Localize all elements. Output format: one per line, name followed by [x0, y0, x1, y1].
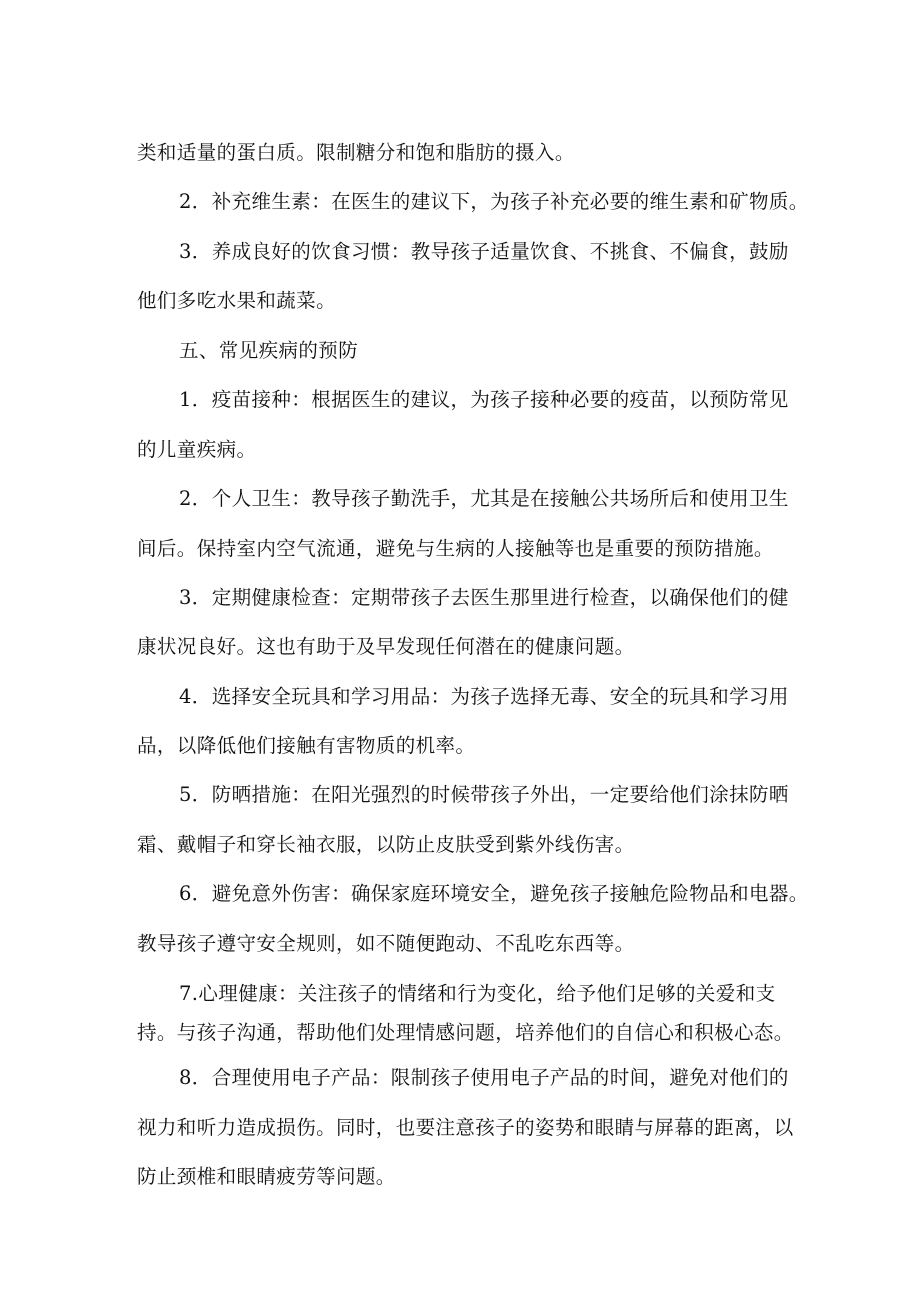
text-line: 康状况良好。这也有助于及早发现任何潜在的健康问题。 — [137, 635, 635, 658]
text-line: 他们多吃水果和蔬菜。 — [137, 289, 337, 312]
list-item-nutrition-3: 3．养成良好的饮食习惯：教导孩子适量饮食、不挑食、不偏食，鼓励 — [179, 240, 789, 263]
list-item-prevention-3: 3．定期健康检查：定期带孩子去医生那里进行检查，以确保他们的健 — [179, 586, 789, 609]
text-line: 的儿童疾病。 — [137, 438, 257, 461]
list-item-prevention-7: 7.心理健康：关注孩子的情绪和行为变化，给予他们足够的关爱和支 — [179, 982, 776, 1005]
text-line: 持。与孩子沟通，帮助他们处理情感问题，培养他们的自信心和积极心态。 — [137, 1021, 794, 1044]
text-line: 霜、戴帽子和穿长袖衣服，以防止皮肤受到紫外线伤害。 — [137, 833, 635, 856]
section-heading: 五、常见疾病的预防 — [179, 339, 359, 362]
list-item-prevention-6: 6．避免意外伤害：确保家庭环境安全，避免孩子接触危险物品和电器。 — [179, 882, 809, 905]
text-line: 防止颈椎和眼睛疲劳等问题。 — [137, 1165, 396, 1188]
text-line: 视力和听力造成损伤。同时，也要注意孩子的姿势和眼睛与屏幕的距离，以 — [137, 1116, 794, 1139]
list-item-prevention-5: 5．防晒措施：在阳光强烈的时候带孩子外出，一定要给他们涂抹防晒 — [179, 783, 789, 806]
list-item-nutrition-2: 2．补充维生素：在医生的建议下，为孩子补充必要的维生素和矿物质。 — [179, 190, 809, 213]
list-item-prevention-4: 4．选择安全玩具和学习用品：为孩子选择无毒、安全的玩具和学习用 — [179, 685, 789, 708]
text-line: 教导孩子遵守安全规则，如不随便跑动、不乱吃东西等。 — [137, 932, 635, 955]
list-item-prevention-8: 8．合理使用电子产品：限制孩子使用电子产品的时间，避免对他们的 — [179, 1066, 789, 1089]
text-line: 类和适量的蛋白质。限制糖分和饱和脂肪的摄入。 — [137, 141, 575, 164]
text-line: 间后。保持室内空气流通，避免与生病的人接触等也是重要的预防措施。 — [137, 537, 774, 560]
text-line: 品，以降低他们接触有害物质的机率。 — [137, 734, 476, 757]
list-item-prevention-1: 1．疫苗接种：根据医生的建议，为孩子接种必要的疫苗，以预防常见 — [179, 388, 789, 411]
list-item-prevention-2: 2．个人卫生：教导孩子勤洗手，尤其是在接触公共场所后和使用卫生 — [179, 487, 789, 510]
